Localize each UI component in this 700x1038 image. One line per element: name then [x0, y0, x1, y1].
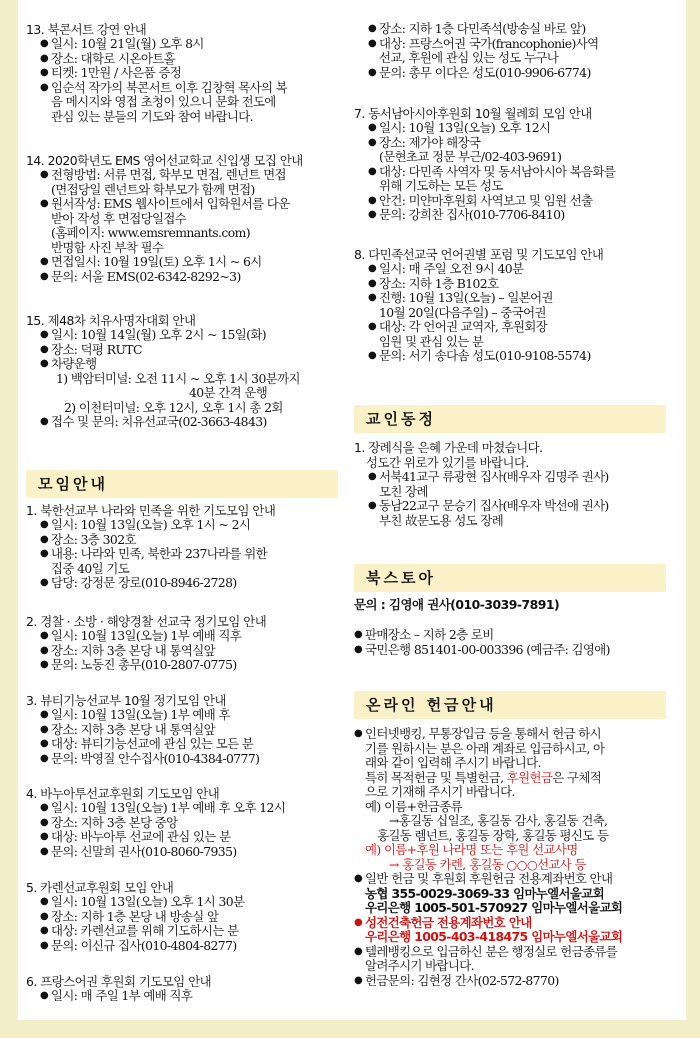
list-item	[368, 136, 615, 165]
list-item	[368, 208, 615, 223]
list-item-line: ● 내용: 나라와 민족, 북한과 237나라를 위한	[51, 546, 267, 561]
banner-meeting: 모임안내	[26, 470, 338, 498]
list-item	[40, 895, 244, 910]
bus-line: 2) 이천터미널: 오후 12시, 오후 1시 총 2회	[64, 399, 283, 415]
list-item-line: 선교, 후원에 관심 있는 성도 누구나	[379, 50, 559, 65]
right-frame	[686, 0, 700, 1038]
list-item	[368, 37, 599, 66]
list-item-line: 10월 20일(다음주일) – 중국어권	[379, 304, 546, 320]
list-item-line: ● 장소: 지하 1층 다민족석(방송실 바로 앞)	[379, 21, 586, 36]
account-number: 우리은행 1005-403-418475 임마누엘서울교회	[365, 929, 623, 944]
list-item-line: 반명함 사진 부착 필수	[51, 239, 164, 255]
list-item-line: 임원 및 관심 있는 분	[379, 333, 484, 349]
notice-title: 8. 다민족선교국 언어권별 포럼 및 기도모임 안내	[354, 247, 604, 262]
meeting-3	[26, 693, 259, 766]
banner-church-news: 교인동정	[354, 405, 666, 433]
list-item-line: ● 국민은행 851401-00-003396 (예금주: 김영애)	[365, 641, 610, 657]
list-item	[368, 194, 615, 209]
list-item: ● 접수 및 문의: 치유선교국(02-3663-4843)	[40, 415, 300, 430]
list-item-line: ● 티켓: 1만원 / 사은품 증정	[51, 65, 182, 80]
list-item	[40, 37, 287, 52]
list-item-line: ● 일시: 매 주일 1부 예배 직후	[51, 988, 193, 1003]
list-item-line: ● 문의: 강희찬 집사(010-7706-8410)	[379, 207, 565, 222]
bottom-band	[0, 1020, 700, 1038]
list-item	[40, 816, 285, 831]
list-item	[40, 255, 303, 270]
bus-line: 1) 백암터미널: 오전 11시 ~ 오후 1시 30분까지	[56, 370, 300, 386]
notice-title: 1. 장례식을 은혜 가운데 마쳤습니다.	[354, 440, 543, 455]
list-item-line: ● 대상: 프랑스어권 국가(francophonie)사역	[379, 35, 599, 51]
list-item	[40, 644, 266, 659]
list-item-line: ● 장소: 덕평 RUTC	[51, 341, 142, 357]
account-number: 농협 355-0029-3069-33 임마누엘서울교회	[365, 885, 605, 901]
list-item-line: ● 대상: 바누아투 선교에 관심 있는 분	[51, 829, 231, 844]
notice-title-line2: 성도간 위로가 있기를 바랍니다.	[366, 455, 529, 470]
list-item-line: ● 장소: 3층 302호	[51, 531, 136, 547]
list-item-line: ● 문의: 서기 송다솜 성도(010-9108-5574)	[379, 348, 591, 363]
list-item	[40, 270, 303, 285]
list-item	[354, 628, 610, 643]
list-item-line: 음 메시지와 영접 초청이 있으니 문화 전도에	[51, 94, 276, 109]
bookstore-info	[340, 628, 610, 657]
notice-title: 5. 카렌선교후원회 모임 안내	[26, 880, 174, 895]
list-item-line: ● 장소: 지하 1층 B102호	[379, 275, 499, 291]
list-item	[40, 737, 259, 752]
list-item	[40, 801, 285, 816]
list-item	[40, 830, 285, 845]
list-item-line: 위해 기도하는 모든 성도	[379, 178, 503, 193]
list-item	[40, 910, 244, 925]
list-item-line: ● 장소: 대학로 시온아트홀	[51, 50, 175, 66]
list-item: ● 텔레뱅킹으로 입금하신 분은 행정실로 헌금종류를 알려주시기 바랍니다.	[354, 945, 622, 974]
banner-online-offering: 온라인 헌금안내	[354, 691, 666, 719]
list-item	[368, 320, 603, 349]
list-item-line: ● 동남22교구 문승기 집사(배우자 박선애 권사)	[379, 498, 609, 513]
list-item-line: ● 진행: 10월 13일(오늘) – 일본어권	[379, 290, 553, 305]
list-item-line: ● 일시: 10월 14일(월) 오후 2시 ~ 15일(화)	[51, 327, 267, 342]
list-item-line: ● 일시: 10월 13일(오늘) 오후 1시 30분	[51, 894, 245, 909]
list-item	[368, 121, 615, 136]
list-item: ● 인터넷뱅킹, 무통장입금 등을 통해서 헌금 하시 기를 원하시는 분은 아래 계좌로 입금하시고, 아 래와 같이 입력해 주시기 바랍니다. 특히 목적헌금 및 특별헌금, 후원헌금은 구체적 으로 기재해 주시기 바랍니다. 예) 이름+헌금종류 →홍길동 십일조, 홍길동 감사, 홍길동 건축, 홍길동 렘넌트, 홍길동 장학, 홍길동 평신도 등 예) 이름+후원 나라명 또는 후원 선교사명 → 홍길동 카렌, 홍길동 ○○○선교사 등	[354, 727, 622, 872]
notice-title: 4. 바누아투선교후원회 기도모임 안내	[26, 786, 220, 801]
list-item	[40, 357, 300, 372]
list-item-line: ● 담당: 강정문 장로(010-8946-2728)	[51, 575, 237, 590]
list-item-line: ● 대상: 다민족 사역자 및 동서남아시아 복음화를	[379, 163, 616, 179]
meeting-7	[354, 106, 615, 223]
list-item-line: ● 문의: 노동진 총무(010-2807-0775)	[51, 657, 237, 672]
list-item-line: ● 안건: 미얀마후원회 사역보고 및 임원 선출	[379, 192, 593, 208]
list-item	[40, 752, 259, 767]
list-item-line: ● 장소: 지하 3층 본당 내 통역실앞	[51, 642, 215, 658]
notice-title: 14. 2020학년도 EMS 영어선교학교 신입생 모집 안내	[26, 153, 303, 168]
list-item	[40, 845, 285, 860]
list-item-line: ● 일시: 10월 13일(오늘) 오후 12시	[379, 120, 551, 135]
list-item	[368, 277, 603, 292]
list-item-line: ● 대상: 카렌선교를 위해 기도하시는 분	[51, 923, 239, 938]
list-item	[40, 547, 275, 576]
list-item	[368, 499, 609, 528]
list-item-line: ● 장소: 제가야 해장국	[379, 134, 481, 150]
list-item-line: ● 전형방법: 서류 면접, 학부모 면접, 렌넌트 면접	[51, 167, 286, 182]
list-item-line: ● 일시: 10월 13일(오늘) 1부 예배 직후	[51, 628, 242, 643]
banner-bookstore: 북스토아	[354, 564, 666, 592]
meeting-5	[26, 880, 244, 953]
list-item-line: ● 일시: 10월 13일(오늘) 오후 1시 ~ 2시	[51, 517, 251, 532]
church-news-1	[354, 440, 609, 528]
list-item-line: ● 문의: 이신규 집사(010-4804-8277)	[51, 937, 237, 953]
notice-13	[26, 22, 287, 124]
list-item-line: ● 장소: 지하 3층 본당 중앙	[51, 814, 178, 830]
list-item	[368, 349, 603, 364]
list-item-line: ● 일시: 10월 13일(오늘) 1부 예배 후	[51, 707, 230, 722]
list-item	[40, 629, 266, 644]
account-number: 우리은행 1005-501-570927 임마누엘서울교회	[365, 900, 623, 915]
notice-14	[26, 153, 303, 284]
list-item-line: ● 문의: 박영질 안수집사(010-4384-0777)	[51, 750, 260, 766]
list-item-line: ● 일시: 매 주일 오전 9시 40분	[379, 261, 524, 276]
list-item-line: ● 대상: 뷰티기능선교에 관심 있는 모든 분	[51, 736, 254, 751]
notice-title: 2. 경찰 · 소방 · 해양경찰 선교국 정기모임 안내	[26, 614, 267, 629]
notice-title: 6. 프랑스어권 후원회 기도모임 안내	[26, 974, 212, 989]
list-item	[40, 723, 259, 738]
list-item	[40, 939, 244, 954]
list-item	[40, 52, 287, 67]
meeting-4	[26, 786, 285, 859]
list-item-line: ● 장소: 지하 3층 본당 내 통역실앞	[51, 721, 215, 737]
list-item-line: ● 일시: 10월 21일(월) 오후 8시	[51, 36, 204, 51]
bus-line: 40분 간격 운행	[189, 385, 268, 400]
list-item-line: ● 일시: 10월 13일(오늘) 1부 예배 후 오후 12시	[51, 800, 286, 815]
list-item	[40, 328, 300, 343]
list-item-line: 관심 있는 분들의 기도와 참여 바랍니다.	[51, 108, 253, 124]
list-item-line: (면접당일 렌넌트와 학부모가 함께 면접)	[51, 181, 255, 197]
list-item	[368, 165, 615, 194]
meeting-1	[26, 503, 275, 591]
list-item-line: 모친 장례	[379, 483, 428, 499]
notice-15	[26, 313, 300, 430]
list-item	[40, 576, 275, 591]
list-item	[368, 66, 599, 81]
notice-title: 13. 북콘서트 강연 안내	[26, 22, 147, 37]
bookstore-contact: 문의 : 김영애 권사(010-3039-7891)	[354, 597, 560, 612]
notice-title: 3. 뷰티기능선교부 10월 정기모임 안내	[26, 693, 226, 708]
meeting-6	[26, 974, 211, 1004]
list-item	[40, 518, 275, 533]
meeting-6-cont	[354, 22, 599, 80]
list-item	[354, 643, 610, 658]
bus-schedule	[26, 372, 300, 416]
list-item-line: ● 문의: 신말희 권사(010-8060-7935)	[51, 843, 237, 859]
list-item-line: 집중 40일 기도	[51, 560, 130, 576]
list-item	[40, 658, 266, 673]
list-item	[368, 291, 603, 320]
list-item	[40, 343, 300, 358]
notice-title: 1. 북한선교부 나라와 민족을 위한 기도모임 안내	[26, 503, 276, 518]
list-item	[368, 262, 603, 277]
list-item	[40, 924, 244, 939]
list-item-line: 받아 작성 후 면접당일접수	[51, 210, 187, 226]
list-item	[368, 22, 599, 37]
list-item-line: (문현초교 정문 부근/02-403-9691)	[379, 149, 562, 164]
list-item	[40, 168, 303, 197]
list-item	[40, 81, 287, 125]
list-item-line: ● 원서작성: EMS 웹사이트에서 입학원서를 다운	[51, 196, 290, 211]
list-item	[368, 470, 609, 499]
notice-title: 7. 동서남아시아후원회 10월 월례회 모임 안내	[354, 106, 592, 121]
list-item-line: ● 판매장소 – 지하 2층 로비	[365, 627, 494, 642]
list-item	[40, 197, 303, 255]
list-item-line: ● 문의: 서울 EMS(02-6342-8292~3)	[51, 268, 241, 284]
notice-title: 15. 제48차 치유사명자대회 안내	[26, 313, 196, 328]
list-item-line: ● 임순석 작가의 북콘서트 이후 김창혁 목사의 복	[51, 79, 288, 95]
list-item-line: 부친 故문도용 성도 장례	[379, 512, 504, 528]
list-item	[40, 989, 211, 1004]
list-item: ● 일반 헌금 및 후원회 후원헌금 전용계좌번호 안내 농협 355-0029-3069-33 임마누엘서울교회 우리은행 1005-501-570927 임마누엘서울교회	[354, 872, 622, 916]
list-item-line: ● 장소: 지하 1층 본당 내 방송실 앞	[51, 908, 219, 924]
list-item-line: ● 면접일시: 10월 19일(토) 오후 1시 ~ 6시	[51, 254, 262, 269]
list-item-line: ● 대상: 각 언어권 교역자, 후원회장	[379, 319, 548, 334]
list-item	[40, 708, 259, 723]
list-item-line: (홈페이지: www.emsremnants.com)	[51, 225, 250, 240]
list-item	[40, 533, 275, 548]
list-item	[40, 66, 287, 81]
highlight-text: 후원헌금	[506, 769, 553, 785]
list-item-line: ● 차량운행	[51, 356, 97, 371]
meeting-2	[26, 614, 266, 673]
list-item-line: ● 문의: 총무 이다은 성도(010-9906-6774)	[379, 64, 591, 80]
online-offering	[340, 727, 622, 988]
list-item-line: ● 서북41교구 류광현 집사(배우자 김명주 권사)	[379, 469, 609, 484]
list-item: ● 성전건축헌금 전용계좌번호 안내 우리은행 1005-403-418475 임마누엘서울교회	[354, 916, 622, 945]
meeting-8	[354, 247, 603, 364]
list-item: ● 헌금문의: 김현정 간사(02-572-8770)	[354, 974, 622, 989]
left-frame	[0, 0, 18, 1038]
